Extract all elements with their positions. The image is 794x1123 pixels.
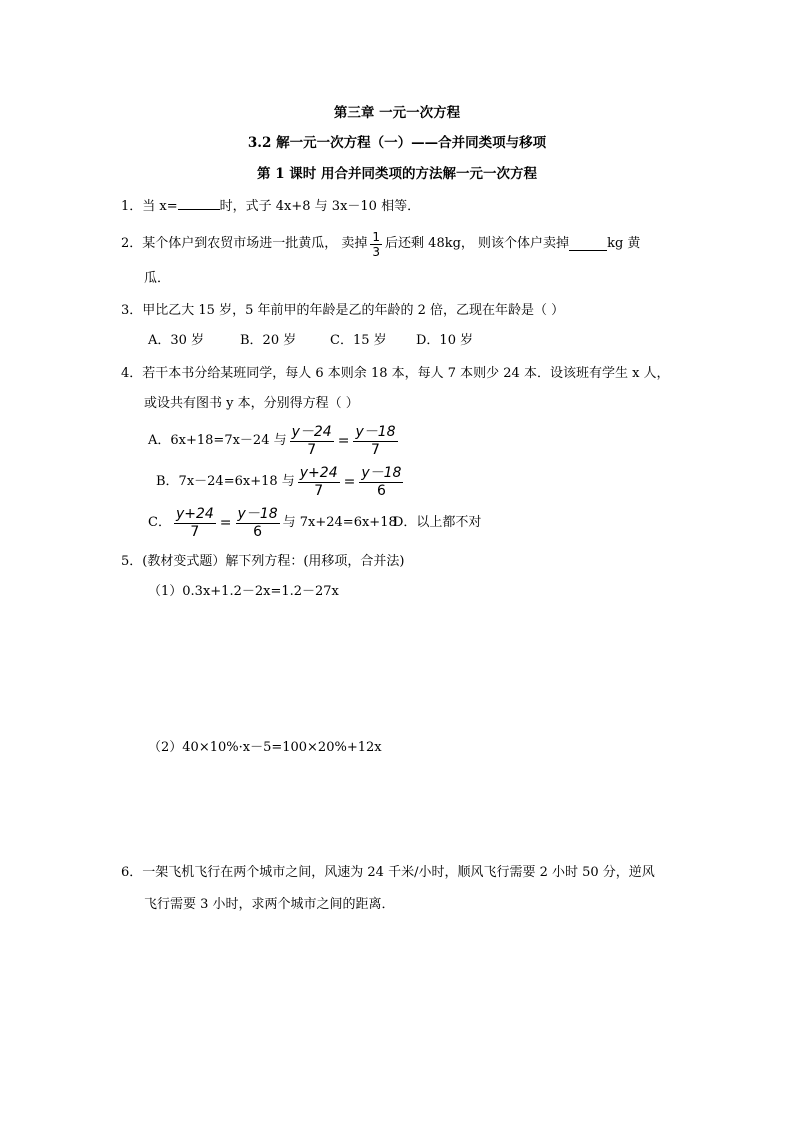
- q4-b-fraction-2: [359, 465, 403, 500]
- q4-a-fraction-1: [290, 424, 334, 459]
- question-4-line-1: 4．若干本书分给某班同学，每人 6 本则余 18 本，每人 7 本则少 24 本．设该班有学生 x 人，: [121, 366, 670, 381]
- q4-c-fraction-2: [236, 506, 280, 541]
- q2-answer-blank[interactable]: [569, 238, 607, 251]
- question-4-line-2: 或设共有图书 y 本，分别得方程（ ）: [144, 396, 359, 411]
- question-6-line-1: 6．一架飞机飞行在两个城市之间，风速为 24 千米/小时，顺风飞行需要 2 小时 50 分，逆风: [121, 865, 655, 880]
- fraction-numerator: y－24: [291, 423, 332, 440]
- q3-option-b[interactable]: B．20 岁: [240, 333, 297, 348]
- q4-option-b[interactable]: [156, 463, 406, 502]
- fraction-denominator: 7: [371, 441, 380, 458]
- q4-b-prefix: B．7x－24=6x+18 与: [156, 474, 295, 489]
- q3-option-d[interactable]: D．10 岁: [416, 333, 474, 348]
- q2-text-part3: kg 黄: [607, 236, 641, 251]
- question-6-line-2: 飞行需要 3 小时，求两个城市之间的距离．: [144, 897, 395, 912]
- fraction-denominator: 6: [253, 523, 263, 540]
- q2-text-part2: 后还剩 48kg， 则该个体户卖掉: [385, 236, 570, 251]
- fraction-numerator: y－18: [355, 423, 396, 440]
- q4-a-prefix: A．6x+18=7x－24 与: [148, 433, 287, 448]
- q4-option-a[interactable]: [148, 422, 401, 461]
- equals-sign: =: [337, 433, 350, 449]
- q5-sub-2: （2）40×10%·x－5=100×20%+12x: [148, 740, 382, 755]
- fraction-denominator: 7: [307, 441, 317, 458]
- question-2: [121, 224, 640, 265]
- fraction-denominator: 6: [376, 482, 386, 499]
- equals-sign: =: [343, 474, 356, 490]
- q5-sub-1: （1）0.3x+1.2－2x=1.2－27x: [148, 584, 339, 599]
- question-5: 5．(教材变式题）解下列方程：(用移项，合并法): [121, 554, 405, 569]
- q2-frac-numerator: 1: [372, 229, 381, 244]
- q4-b-fraction-1: [298, 465, 340, 500]
- question-3: 3．甲比乙大 15 岁，5 年前甲的年龄是乙的年龄的 2 倍，乙现在年龄是（ ）: [121, 303, 565, 318]
- fraction-numerator: y+24: [299, 464, 338, 481]
- q2-line-2: 瓜．: [144, 271, 171, 286]
- q2-fraction: [370, 230, 382, 259]
- question-1: [121, 197, 420, 216]
- q1-text-before: 1．当 x=: [121, 199, 178, 214]
- fraction-numerator: y+24: [175, 505, 214, 522]
- fraction-numerator: y－18: [237, 505, 278, 522]
- q4-a-fraction-2: [353, 424, 397, 459]
- q3-option-a[interactable]: A．30 岁: [148, 333, 205, 348]
- lesson-title: 第 1 课时 用合并同类项的方法解一元一次方程: [257, 166, 537, 182]
- fraction-denominator: 7: [190, 523, 200, 540]
- section-title: 3.2 解一元一次方程（一）——合并同类项与移项: [247, 135, 547, 151]
- equals-sign: =: [219, 515, 232, 531]
- fraction-denominator: 7: [314, 482, 324, 499]
- fraction-numerator: y－18: [361, 464, 402, 481]
- q4-c-suffix: 与 7x+24=6x+18: [282, 515, 397, 530]
- q4-option-d[interactable]: D．以上都不对: [393, 515, 482, 530]
- q4-option-c[interactable]: [148, 504, 397, 543]
- q4-c-prefix: C．: [148, 515, 171, 530]
- q3-option-c[interactable]: C．15 岁: [330, 333, 387, 348]
- q1-text-after: 时，式子 4x+8 与 3x－10 相等．: [219, 199, 421, 214]
- q1-answer-blank[interactable]: [178, 197, 220, 210]
- q2-text-part1: 2．某个体户到农贸市场进一批黄瓜， 卖掉: [121, 236, 368, 251]
- chapter-title: 第三章 一元一次方程: [333, 105, 461, 121]
- q4-c-fraction-1: [174, 506, 216, 541]
- q2-frac-denominator: 3: [372, 244, 381, 259]
